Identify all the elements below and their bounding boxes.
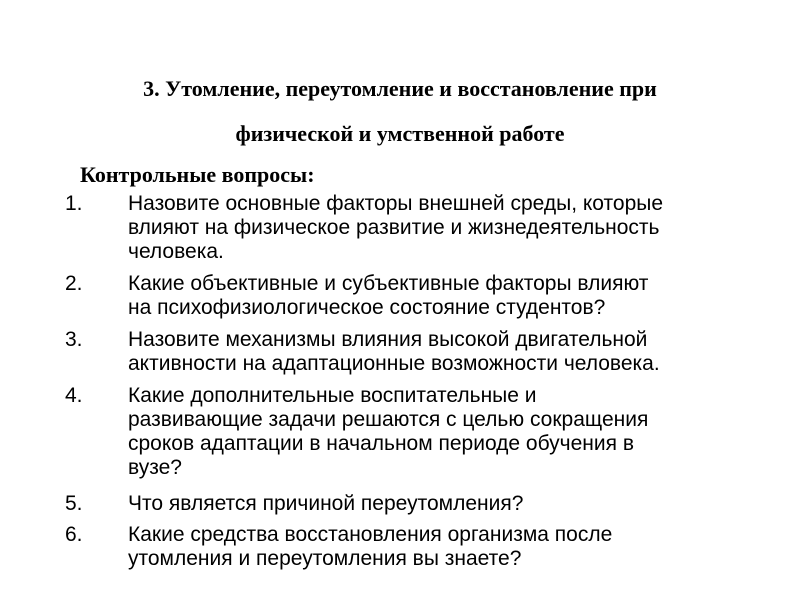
question-line: развивающие задачи решаются с целью сокращения bbox=[128, 408, 649, 431]
question-line: вузе? bbox=[128, 456, 182, 479]
question-line: Какие средства восстановления организма после bbox=[128, 523, 613, 546]
question-line: Какие дополнительные воспитательные и bbox=[128, 384, 537, 407]
question-text bbox=[128, 523, 758, 571]
question-line: Назовите основные факторы внешней среды, которые bbox=[128, 192, 664, 215]
question-line: утомления и переутомления вы знаете? bbox=[128, 547, 522, 570]
question-number: 2. bbox=[65, 272, 83, 295]
question-text bbox=[128, 272, 758, 320]
question-text bbox=[128, 328, 758, 376]
question-text bbox=[128, 384, 758, 480]
slide-title-line-2: физической и умственной работе bbox=[235, 121, 565, 146]
question-text bbox=[128, 192, 758, 264]
question-number: 6. bbox=[65, 523, 83, 546]
question-number: 3. bbox=[65, 328, 83, 351]
question-line: сроков адаптации в начальном периоде обучения в bbox=[128, 432, 634, 455]
question-line: активности на адаптационные возможности человека. bbox=[128, 352, 660, 375]
question-line: Какие объективные и субъективные факторы влияют bbox=[128, 272, 649, 295]
question-line: Что является причиной переутомления? bbox=[128, 492, 524, 515]
question-number: 5. bbox=[65, 492, 83, 515]
question-number: 1. bbox=[65, 192, 83, 215]
section-subtitle: Контрольные вопросы: bbox=[80, 162, 315, 187]
question-text bbox=[128, 492, 758, 516]
question-line: человека. bbox=[128, 240, 224, 263]
question-line: Назовите механизмы влияния высокой двигательной bbox=[128, 328, 648, 351]
slide-title-line-1: 3. Утомление, переутомление и восстановление при bbox=[143, 76, 657, 101]
question-line: на психофизиологическое состояние студентов? bbox=[128, 296, 606, 319]
question-number: 4. bbox=[65, 384, 83, 407]
question-line: влияют на физическое развитие и жизнедеятельность bbox=[128, 216, 660, 239]
